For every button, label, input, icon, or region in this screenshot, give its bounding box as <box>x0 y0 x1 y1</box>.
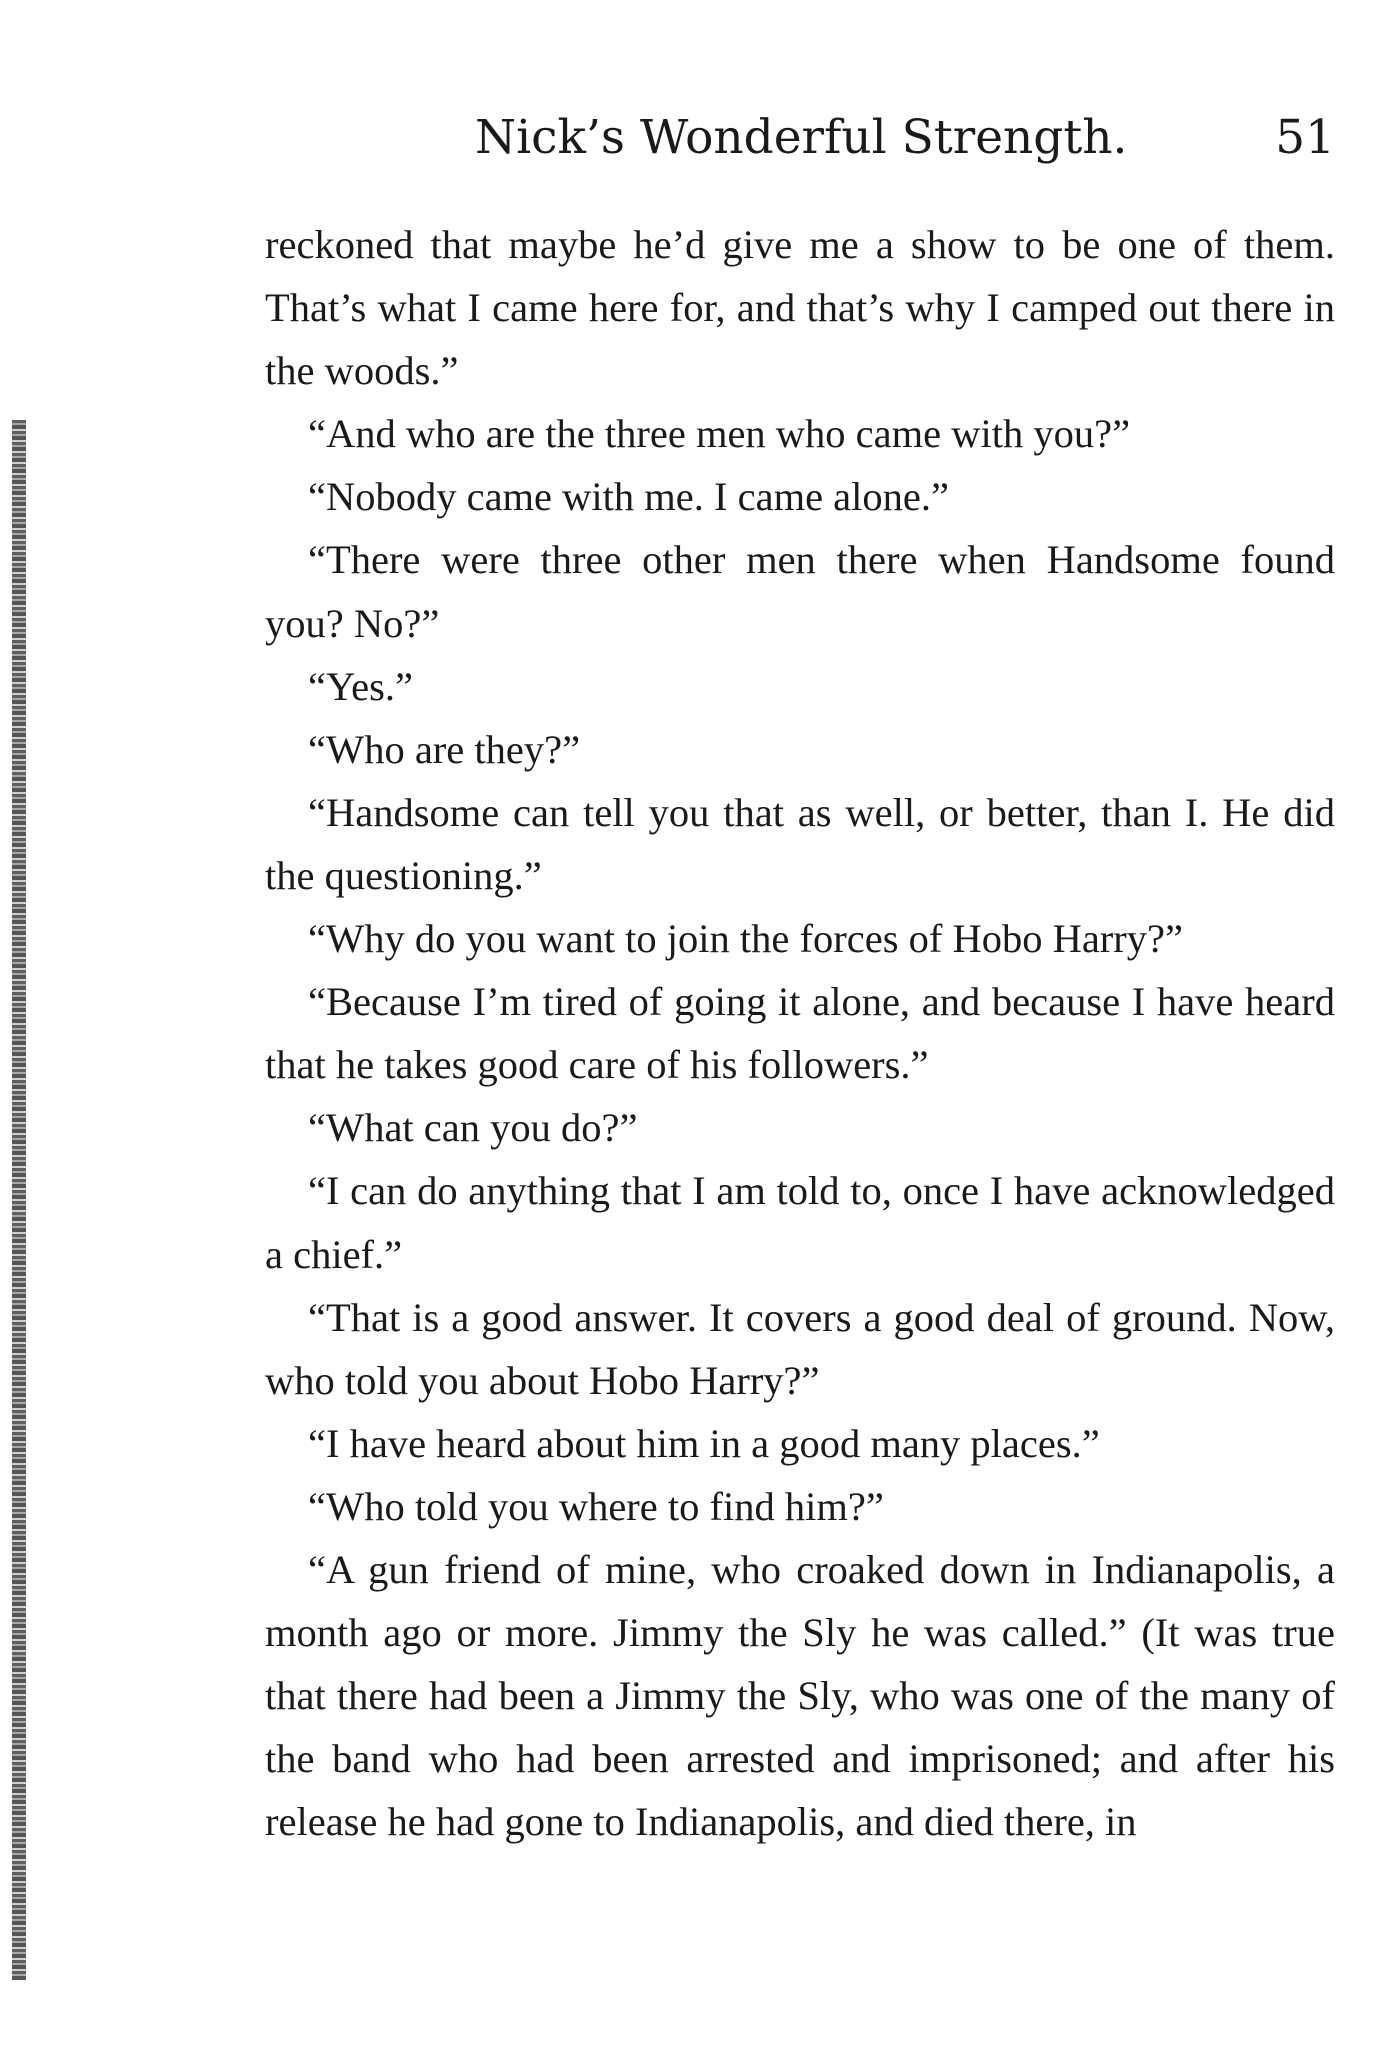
paragraph: “Who are they?” <box>308 726 581 772</box>
running-title: Nick’s Wonderful Strength. <box>475 110 1128 165</box>
binding-shadow <box>12 420 26 1980</box>
paragraph: “Nobody came with me. I came alone.” <box>308 474 949 520</box>
paragraph: “Yes.” <box>308 663 414 709</box>
running-header <box>265 110 1335 170</box>
paragraph: “I can do anything that I am told to, once I have acknowledged a chief.” <box>265 1168 1335 1277</box>
paragraph: “Why do you want to join the forces of Hobo Harry?” <box>308 916 1183 962</box>
paragraph: “I have heard about him in a good many places.” <box>308 1420 1100 1466</box>
paragraph: “There were three other men there when Handsome found you? No?” <box>265 537 1335 646</box>
paragraph: “Because I’m tired of going it alone, and because I have heard that he takes good care of his followers.” <box>265 979 1335 1088</box>
page-number: 51 <box>1275 110 1335 165</box>
paragraph: “A gun friend of mine, who croaked down in Indianapolis, a month ago or more. Jimmy the Sly he was called.” (It was true that there had been a Jimmy the Sly, who was one of the many of the band who had been arrested and imprisoned; and after his release he had gone to Indianapolis, and died there, in <box>265 1546 1335 1845</box>
paragraph: reckoned that maybe he’d give me a show to be one of them. That’s what I came here for, and that’s why I camped out there in the woods.” <box>265 222 1335 394</box>
paragraph: “That is a good answer. It covers a good deal of ground. Now, who told you about Hobo Harry?” <box>265 1294 1335 1403</box>
paragraph: “Who told you where to find him?” <box>308 1483 884 1529</box>
paragraph: “Handsome can tell you that as well, or better, than I. He did the questioning.” <box>265 789 1335 898</box>
paragraph: “And who are the three men who came with you?” <box>308 411 1131 457</box>
body-text <box>265 213 1335 1853</box>
paragraph: “What can you do?” <box>308 1105 638 1151</box>
